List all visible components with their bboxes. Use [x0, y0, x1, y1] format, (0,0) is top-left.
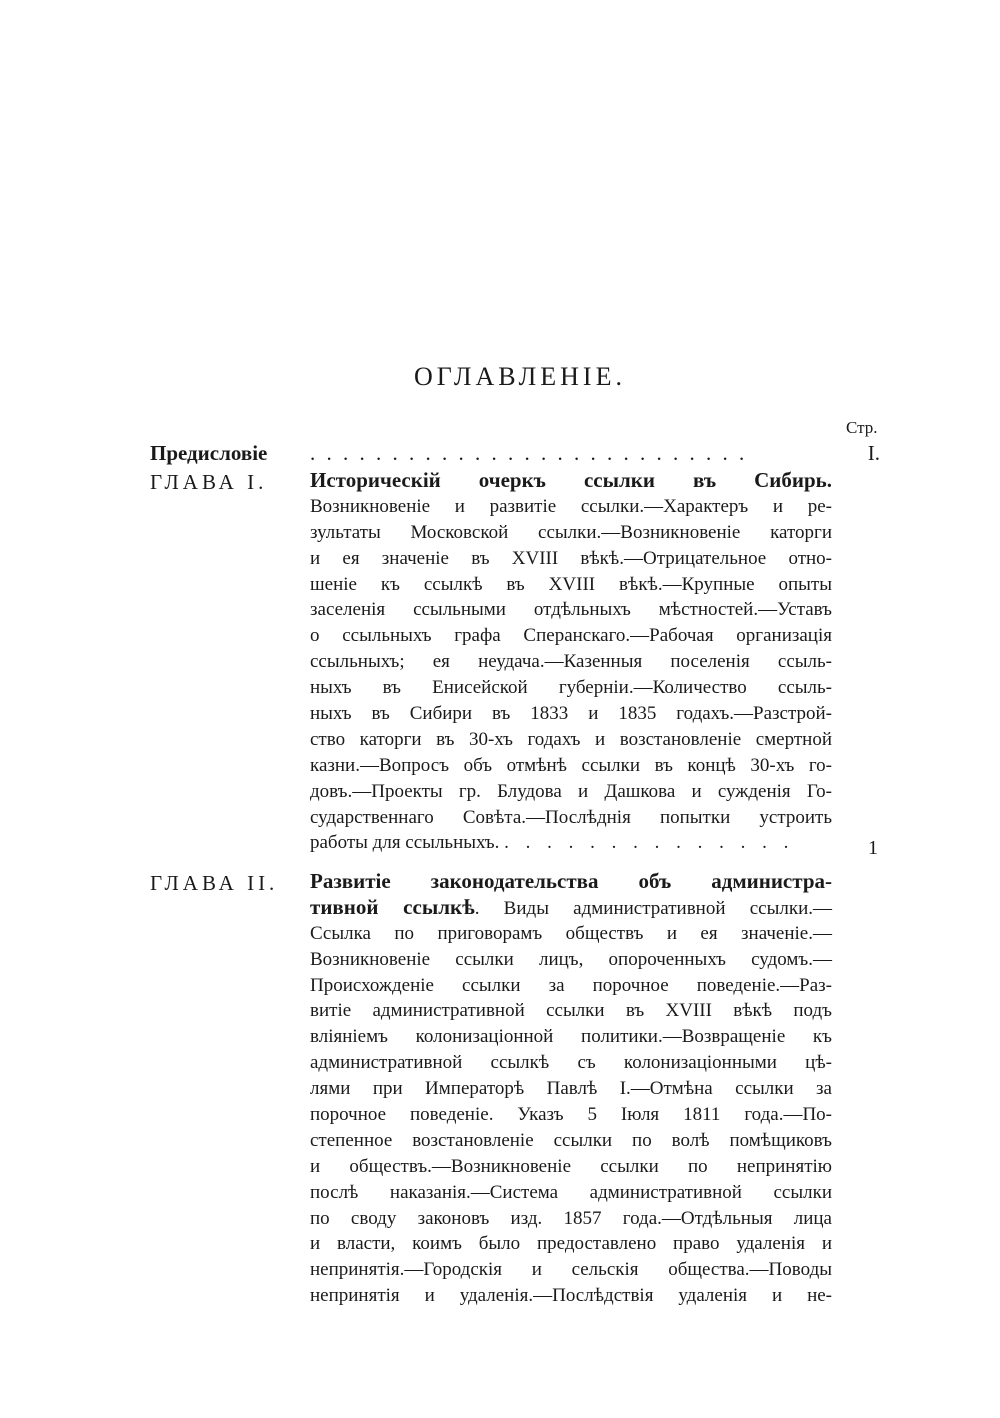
- chapter-1-label: ГЛАВА I.: [150, 470, 268, 494]
- chapter-2-title: Развитіе законодательства объ администра-: [310, 869, 832, 893]
- chapter-1-line: сударственнаго Совѣта.—Послѣднія попытки устроить: [310, 806, 832, 828]
- dot-leader: . . . . . . . . . . . . . . . . . . . . . . . . . . .: [310, 441, 748, 465]
- chapter-1-line: о ссыльныхъ графа Сперанскаго.—Рабочая организація: [310, 625, 832, 647]
- chapter-2-line: вліяніемъ колонизаціонной политики.—Возвращеніе къ: [310, 1026, 832, 1048]
- page-title: ОГЛАВЛЕНІЕ.: [414, 362, 626, 391]
- chapter-1-line: довъ.—Проекты гр. Блудова и Дашкова и сужденія Го-: [310, 780, 832, 802]
- chapter-2-title-cont: [310, 895, 832, 921]
- chapter-1-entry[interactable]: [310, 468, 832, 856]
- chapter-2-line: административной ссылкѣ съ колонизаціонными цѣ-: [310, 1052, 832, 1074]
- chapter-2-label: ГЛАВА II.: [150, 871, 279, 895]
- chapter-2-line: непринятія.—Городскія и сельскія общества.—Поводы: [310, 1259, 832, 1281]
- chapter-2-line: витіе административной ссылки въ XVIII вѣкѣ подъ: [310, 1000, 832, 1022]
- chapter-2-line: и обществъ.—Возникновеніе ссылки по непринятію: [310, 1155, 832, 1177]
- chapter-2-line: лями при Императорѣ Павлѣ I.—Отмѣна ссылки за: [310, 1078, 832, 1100]
- chapter-1-line: ныхъ въ Енисейской губерніи.—Количество ссыль-: [310, 677, 832, 699]
- chapter-2-line: по своду законовъ изд. 1857 года.—Отдѣльныя лица: [310, 1207, 832, 1229]
- chapter-2-entry[interactable]: [310, 869, 832, 1309]
- chapter-1-line: и ея значеніе въ XVIII вѣкѣ.—Отрицательное отно-: [310, 547, 832, 569]
- chapter-1-last-text: работы для ссыльныхъ.: [310, 832, 500, 854]
- preface-label: Предисловіе: [150, 441, 268, 465]
- chapter-1-line: заселенія ссыльными отдѣльныхъ мѣстностей.—Уставъ: [310, 599, 832, 621]
- chapter-2-title-part2: тивной ссылкѣ: [310, 894, 475, 919]
- chapter-2-line: и власти, коимъ было предоставлено право удаленія и: [310, 1233, 832, 1255]
- toc-entry-preface[interactable]: [150, 441, 880, 467]
- chapter-1-line: зультаты Московской ссылки.—Возникновеніе каторги: [310, 521, 832, 543]
- chapter-1-page-number: 1: [868, 837, 878, 859]
- chapter-2-line: Ссылка по приговорамъ обществъ и ея значеніе.—: [310, 922, 832, 944]
- chapter-2-line: послѣ наказанія.—Система административной ссылки: [310, 1181, 832, 1203]
- preface-page-number: I.: [867, 441, 880, 465]
- chapter-1-title: Историческій очеркъ ссылки въ Сибирь.: [310, 468, 832, 492]
- chapter-1-last-line: [310, 830, 832, 856]
- chapter-1-line: Возникновеніе и развитіе ссылки.—Характеръ и ре-: [310, 495, 832, 517]
- chapter-2-line-start: . Виды административной ссылки.—: [474, 897, 832, 919]
- chapter-2-line: Происхожденіе ссылки за порочное поведеніе.—Раз-: [310, 974, 832, 996]
- chapter-1-line: ныхъ въ Сибири въ 1833 и 1835 годахъ.—Разстрой-: [310, 703, 832, 725]
- chapter-2-line: непринятія и удаленія.—Послѣдствія удаленія и не-: [310, 1285, 832, 1307]
- chapter-2-line: Возникновеніе ссылки лицъ, опороченныхъ судомъ.—: [310, 948, 832, 970]
- chapter-2-line: порочное поведеніе. Указъ 5 Іюля 1811 года.—По-: [310, 1104, 832, 1126]
- chapter-1-line: ссыльныхъ; ея неудача.—Казенныя поселенія ссыль-: [310, 651, 832, 673]
- page-column-label: Стр.: [846, 418, 878, 437]
- chapter-1-line: ство каторги въ 30-хъ годахъ и возстановленіе смертной: [310, 728, 832, 750]
- chapter-1-line: шеніе къ ссылкѣ въ XVIII вѣкѣ.—Крупные опыты: [310, 573, 832, 595]
- chapter-2-line: степенное возстановленіе ссылки по волѣ помѣщиковъ: [310, 1129, 832, 1151]
- chapter-1-line: казни.—Вопросъ объ отмѣнѣ ссылки въ концѣ 30-хъ го-: [310, 754, 832, 776]
- dot-leader: . . . . . . . . . . . . . .: [504, 832, 795, 854]
